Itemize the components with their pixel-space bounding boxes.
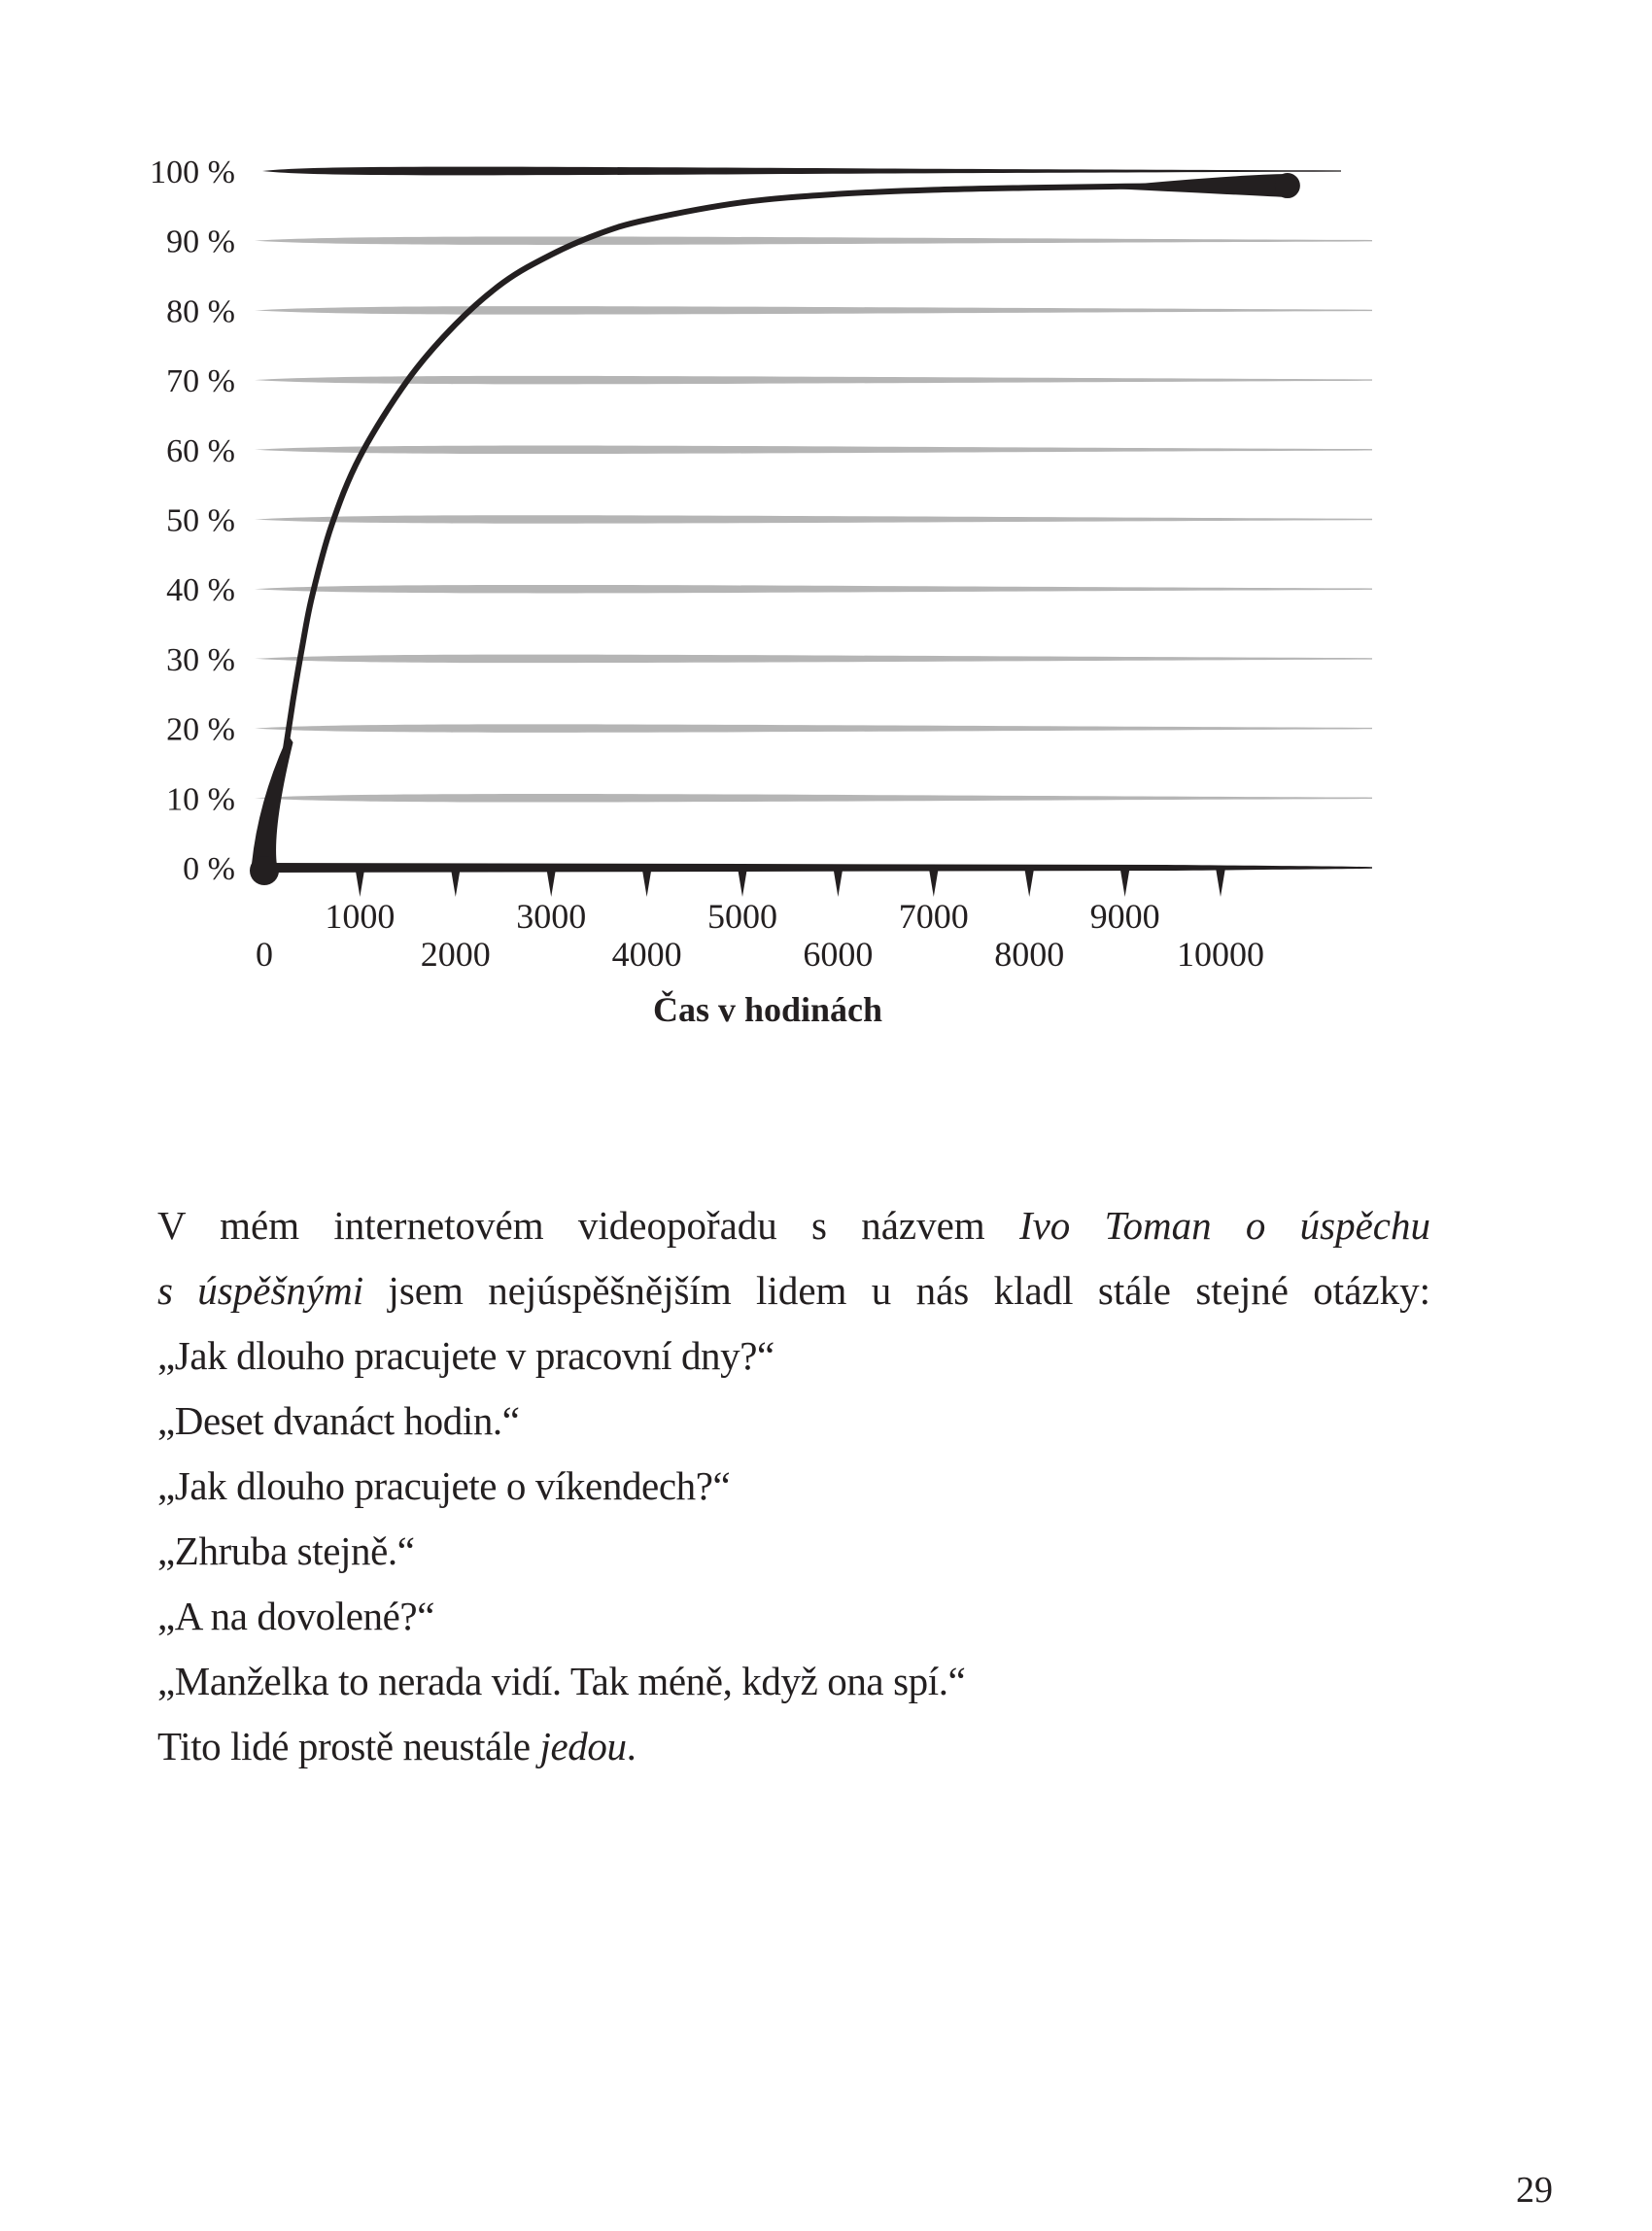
y-tick-label-10: 10 %	[166, 781, 235, 818]
y-tick-label-80: 80 %	[166, 293, 235, 330]
y-tick-label-50: 50 %	[166, 502, 235, 539]
x-tick-label-1000: 1000	[325, 897, 396, 936]
x-tick-label-3000: 3000	[516, 897, 587, 936]
dialogue-line-5: „A na dovolené?“	[157, 1594, 435, 1638]
x-tick-label-0: 0	[256, 935, 273, 974]
series-end-dot	[1275, 173, 1300, 198]
paragraph-text: jsem nejúspěšnějším lidem u nás kladl stále stejné otázky:	[363, 1268, 1430, 1313]
dialogue-line-1: „Jak dlouho pracujete v pracovní dny?“	[157, 1333, 774, 1378]
x-tick-10000	[1216, 868, 1225, 897]
dialogue-line-4: „Zhruba stejně.“	[157, 1528, 415, 1573]
series-start-dot	[250, 856, 279, 885]
x-tick-label-5000: 5000	[707, 897, 777, 936]
x-axis-title: Čas v hodinách	[652, 990, 883, 1029]
y-tick-label-0: 0 %	[183, 851, 235, 887]
y-tick-label-100: 100 %	[150, 154, 235, 190]
closing-line	[157, 1714, 1430, 1779]
gridline-30	[255, 655, 1372, 664]
y-tick-label-70: 70 %	[166, 363, 235, 400]
x-tick-label-8000: 8000	[994, 935, 1065, 974]
gridline-90	[255, 236, 1372, 245]
gridline-10	[255, 794, 1372, 803]
series-end-thick	[1096, 174, 1288, 197]
x-tick-label-7000: 7000	[898, 897, 969, 936]
dialogue-line-3: „Jak dlouho pracujete o víkendech?“	[157, 1463, 731, 1508]
x-tick-2000	[451, 868, 461, 897]
series-line	[264, 186, 1288, 868]
closing-period: .	[626, 1724, 637, 1768]
x-tick-label-2000: 2000	[420, 935, 491, 974]
gridline-50	[255, 515, 1372, 524]
dialogue-line-2: „Deset dvanáct hodin.“	[157, 1398, 520, 1443]
gridline-80	[255, 306, 1372, 315]
x-tick-4000	[642, 868, 652, 897]
x-axis-line	[264, 863, 1372, 873]
page-number: 29	[1516, 2170, 1553, 2211]
x-tick-1000	[355, 868, 364, 897]
data-series	[250, 173, 1300, 885]
paragraph-text: V mém internetovém videopořadu s názvem	[157, 1203, 1019, 1248]
closing-emphasis: jedou	[539, 1724, 627, 1768]
gridline-60	[255, 446, 1372, 455]
gridline-40	[255, 585, 1372, 594]
y-tick-label-30: 30 %	[166, 641, 235, 678]
show-title-part-1: Ivo Toman o úspěchu	[1018, 1203, 1430, 1248]
gridline-20	[255, 724, 1372, 733]
paragraph-line-2	[157, 1258, 1430, 1323]
x-tick-5000	[738, 868, 747, 897]
x-tick-label-9000: 9000	[1089, 897, 1160, 936]
x-tick-7000	[929, 868, 939, 897]
article-paragraph	[157, 1193, 1430, 1779]
x-tick-label-6000: 6000	[803, 935, 874, 974]
x-tick-8000	[1024, 868, 1034, 897]
x-axis-tick-labels	[256, 897, 1264, 974]
x-tick-9000	[1120, 868, 1130, 897]
closing-text: Tito lidé prostě neustále	[157, 1724, 540, 1768]
x-tick-label-10000: 10000	[1177, 935, 1264, 974]
y-tick-label-20: 20 %	[166, 711, 235, 748]
learning-curve-chart	[0, 0, 1652, 1069]
grid-lines	[255, 236, 1372, 802]
y-axis-tick-labels	[150, 154, 235, 887]
dialogue-line-6: „Manželka to nerada vidí. Tak méně, když ona spí.“	[157, 1659, 966, 1703]
x-tick-label-4000: 4000	[611, 935, 682, 974]
y-tick-label-60: 60 %	[166, 432, 235, 469]
paragraph-line-1	[157, 1193, 1430, 1258]
x-tick-3000	[546, 868, 556, 897]
y-tick-label-90: 90 %	[166, 223, 235, 260]
show-title-part-2: s úspěšnými	[157, 1268, 364, 1313]
y-tick-label-40: 40 %	[166, 572, 235, 609]
gridline-100	[262, 167, 1341, 176]
x-tick-6000	[833, 868, 843, 897]
gridline-70	[255, 376, 1372, 385]
series-start-thick	[252, 736, 293, 866]
